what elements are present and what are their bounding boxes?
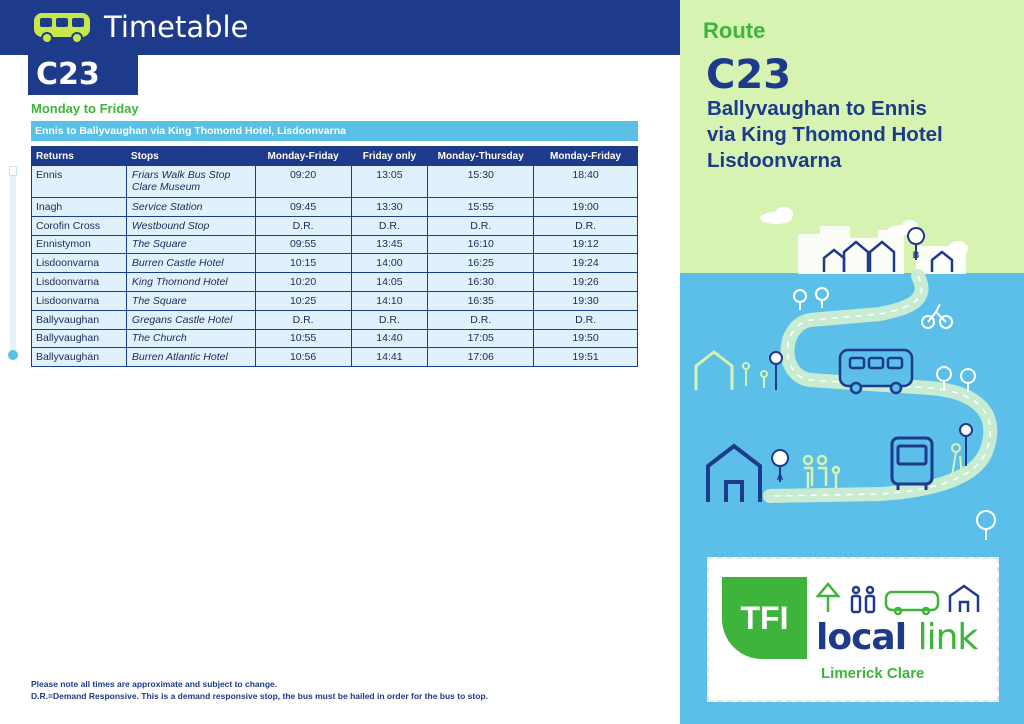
tree-icon [818,584,838,612]
scroll-track[interactable] [10,166,16,360]
place-cell: Inagh [32,198,127,217]
route-description-line: Ballyvaughan to Ennis [707,97,927,120]
time-cell: D.R. [534,310,638,329]
time-cell: 10:15 [255,254,351,273]
time-cell: 10:25 [255,291,351,310]
day-label: Monday to Friday [31,101,139,116]
house-icon [950,586,978,612]
page-title: Timetable [104,10,249,44]
time-cell: 16:30 [428,273,534,292]
time-cell: 14:10 [351,291,428,310]
table-row [32,216,638,235]
table-row [32,273,638,292]
place-cell: Ballyvaughan [32,329,127,348]
tfi-logo: TFI [722,577,807,659]
time-cell: 13:45 [351,235,428,254]
link-word: link [917,617,978,658]
local-word: local [816,617,907,658]
route-description-line: via King Thomond Hotel [707,123,943,146]
column-header-mon-fri: Monday-Friday [255,147,351,166]
scroll-thumb[interactable] [9,166,17,176]
stop-cell: Burren Atlantic Hotel [126,348,255,367]
column-header-fri-only: Friday only [351,147,428,166]
table-row [32,198,638,217]
time-cell: D.R. [428,216,534,235]
place-cell: Lisdoonvarna [32,254,127,273]
cyclist-icon [922,304,952,328]
column-header-mon-fri-2: Monday-Friday [534,147,638,166]
time-cell: D.R. [534,216,638,235]
stop-cell: King Thomond Hotel [126,273,255,292]
time-cell: 17:05 [428,329,534,348]
local-link-icons [814,580,984,616]
route-code-heading: C23 [706,52,792,98]
map-pin-a-icon [772,450,788,482]
place-cell: Lisdoonvarna [32,273,127,292]
time-cell: 13:05 [351,166,428,198]
time-cell: 16:25 [428,254,534,273]
time-cell: 14:00 [351,254,428,273]
stop-cell [126,166,255,198]
bus-icon [886,592,938,614]
time-cell: D.R. [255,216,351,235]
bus-front-icon [892,438,932,490]
map-pin-b-label: B [912,250,920,260]
scroll-position-dot[interactable] [8,350,18,360]
time-cell: 17:06 [428,348,534,367]
route-illustration [680,190,1024,550]
time-cell: 19:24 [534,254,638,273]
table-row [32,348,638,367]
stop-cell: Gregans Castle Hotel [126,310,255,329]
table-row [32,235,638,254]
people-icon [804,456,839,488]
time-cell: 14:40 [351,329,428,348]
bus-icon [840,350,912,393]
place-cell: Ballyvaughan [32,348,127,367]
time-cell: 18:40 [534,166,638,198]
time-cell: 19:12 [534,235,638,254]
time-cell: D.R. [351,216,428,235]
stop-cell: The Church [126,329,255,348]
people-icon [743,363,767,388]
time-cell: 14:41 [351,348,428,367]
time-cell: D.R. [255,310,351,329]
stop-cell: Service Station [126,198,255,217]
time-cell: D.R. [428,310,534,329]
time-cell: 19:00 [534,198,638,217]
table-row [32,310,638,329]
stop-cell: Burren Castle Hotel [126,254,255,273]
house-icon [708,446,760,502]
time-cell: 09:45 [255,198,351,217]
route-code-badge: C23 [28,55,138,95]
time-cell: 19:50 [534,329,638,348]
route-description [707,96,1007,174]
stop-cell: Westbound Stop [126,216,255,235]
place-cell: Lisdoonvarna [32,291,127,310]
route-label: Route [703,18,766,43]
time-cell: 19:26 [534,273,638,292]
time-cell: 09:55 [255,235,351,254]
time-cell: 16:35 [428,291,534,310]
time-cell: 10:56 [255,348,351,367]
place-cell: Ennistymon [32,235,127,254]
table-row [32,254,638,273]
time-cell: 15:30 [428,166,534,198]
local-link-wordmark [816,617,977,658]
column-header-returns: Returns [32,147,127,166]
time-cell: 19:30 [534,291,638,310]
time-cell: 09:20 [255,166,351,198]
note-demand-responsive: D.R.=Demand Responsive. This is a demand responsive stop, the bus must be hailed in order for the bus to stop. [31,691,488,701]
direction-banner: Ennis to Ballyvaughan via King Thomond Hotel, Lisdoonvarna [31,121,638,141]
time-cell: 10:55 [255,329,351,348]
stop-cell: The Square [126,291,255,310]
table-row [32,166,638,198]
time-cell: 13:30 [351,198,428,217]
place-cell: Ennis [32,166,127,198]
note-approximate: Please note all times are approximate and subject to change. [31,679,278,689]
time-cell: 15:55 [428,198,534,217]
table-row [32,329,638,348]
place-cell: Corofin Cross [32,216,127,235]
place-cell: Ballyvaughan [32,310,127,329]
time-cell: 14:05 [351,273,428,292]
stop-name-line2: Clare Museum [131,181,201,193]
time-cell: 10:20 [255,273,351,292]
header-bar [0,0,680,55]
people-icon [852,587,874,612]
time-cell: 16:10 [428,235,534,254]
table-row [32,291,638,310]
stop-name: Friars Walk Bus Stop [131,169,231,181]
bus-icon [32,11,92,44]
time-cell: D.R. [351,310,428,329]
map-pin-a-label: A [776,472,784,482]
footnotes [31,678,488,702]
column-header-stops: Stops [126,147,255,166]
column-header-mon-thu: Monday-Thursday [428,147,534,166]
route-description-line: Lisdoonvarna [707,149,842,172]
table-header-row [32,147,638,166]
house-icon [696,352,732,390]
stop-cell: The Square [126,235,255,254]
time-cell: 19:51 [534,348,638,367]
timetable-table [31,146,638,367]
region-label: Limerick Clare [821,665,925,682]
